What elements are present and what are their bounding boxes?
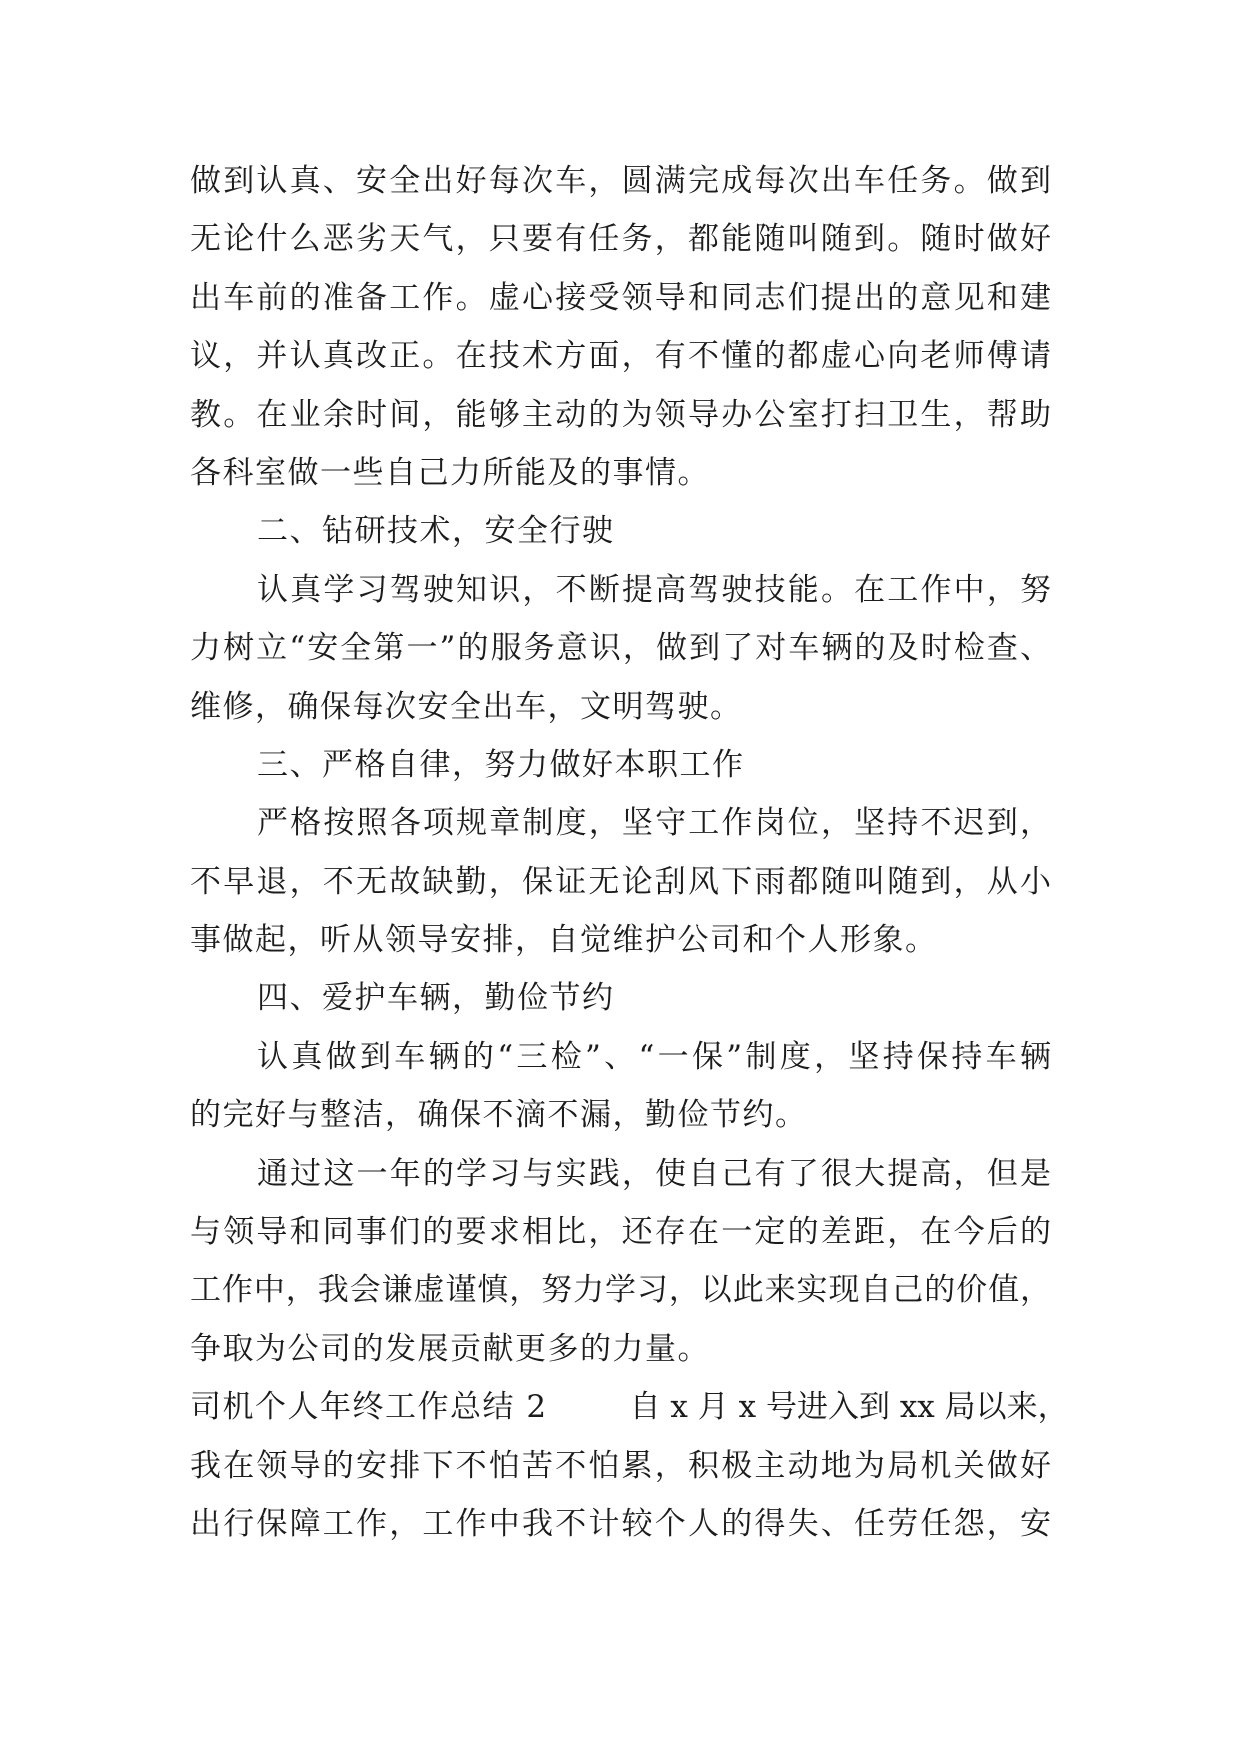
body-line: 事做起，听从领导安排，自觉维护公司和个人形象。	[190, 922, 938, 959]
article-title-line	[190, 1378, 1069, 1436]
section-heading: 三、严格自律，努力做好本职工作	[257, 746, 745, 783]
body-line: 教。在业余时间，能够主动的为领导办公室打扫卫生，帮助	[190, 396, 1051, 433]
body-line: 争取为公司的发展贡献更多的力量。	[190, 1330, 710, 1367]
body-line: 出行保障工作，工作中我不计较个人的得失、任劳任怨，安	[190, 1505, 1051, 1542]
body-line: 我在领导的安排下不怕苦不怕累，积极主动地为局机关做好	[190, 1447, 1051, 1484]
body-line: 与领导和同事们的要求相比，还存在一定的差距，在今后的	[190, 1214, 1051, 1251]
body-line: 的完好与整洁，确保不滴不漏，勤俭节约。	[190, 1097, 808, 1134]
body-line: 议，并认真改正。在技术方面，有不懂的都虚心向老师傅请	[190, 338, 1051, 375]
body-line: 自 x 月 x 号进入到 xx 局以来，	[629, 1389, 1069, 1426]
body-line: 通过这一年的学习与实践，使自己有了很大提高，但是	[257, 1155, 1051, 1192]
body-line: 不早退，不无故缺勤，保证无论刮风下雨都随叫随到，从小	[190, 863, 1051, 900]
section-heading: 二、钻研技术，安全行驶	[257, 513, 615, 550]
body-line: 力树立“安全第一”的服务意识，做到了对车辆的及时检查、	[190, 630, 1051, 667]
body-line: 认真学习驾驶知识，不断提高驾驶技能。在工作中，努	[257, 571, 1051, 608]
body-line: 做到认真、安全出好每次车，圆满完成每次出车任务。做到	[190, 163, 1051, 199]
body-line: 认真做到车辆的“三检”、“一保”制度，坚持保持车辆	[257, 1038, 1051, 1075]
body-line: 工作中，我会谦虚谨慎，努力学习，以此来实现自己的价值，	[190, 1272, 1051, 1309]
body-line: 维修，确保每次安全出车，文明驾驶。	[190, 688, 743, 725]
document-body	[190, 152, 1069, 1553]
body-line: 出车前的准备工作。虚心接受领导和同志们提出的意见和建	[190, 279, 1051, 316]
section-heading: 四、爱护车辆，勤俭节约	[257, 980, 615, 1017]
body-line: 无论什么恶劣天气，只要有任务，都能随叫随到。随时做好	[190, 221, 1051, 258]
body-line: 严格按照各项规章制度，坚守工作岗位，坚持不迟到，	[257, 805, 1051, 842]
body-line: 各科室做一些自己力所能及的事情。	[190, 454, 710, 491]
article-title: 司机个人年终工作总结 2	[190, 1389, 548, 1426]
